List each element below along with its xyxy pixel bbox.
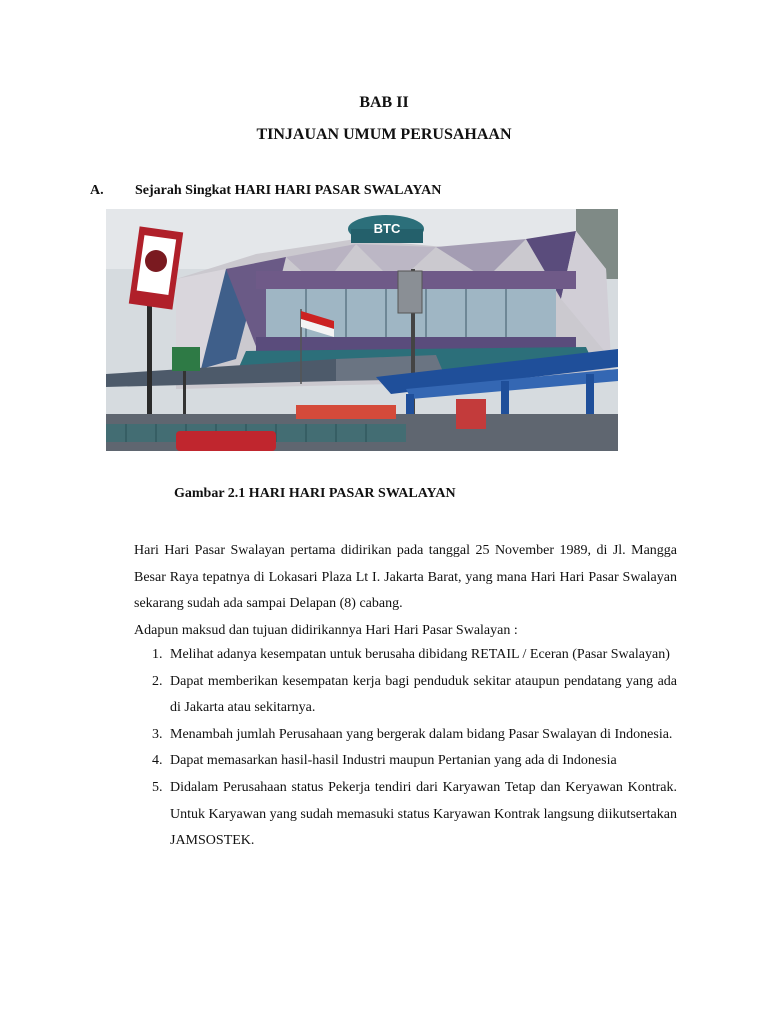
list-item [134, 748, 677, 775]
list-item-text: Melihat adanya kesempatan untuk berusaha dibidang RETAIL / Eceran (Pasar Swalayan) [170, 647, 670, 662]
list-item-text: Dapat memasarkan hasil-hasil Industri maupun Pertanian yang ada di Indonesia [170, 753, 617, 769]
figure-caption: Gambar 2.1 HARI HARI PASAR SWALAYAN [174, 486, 456, 501]
chapter-number: BAB II [359, 94, 409, 111]
building-sign: BTC [373, 221, 401, 236]
list-item [134, 722, 677, 749]
chapter-title: TINJAUAN UMUM PERUSAHAAN [256, 126, 512, 143]
purpose-list [134, 642, 677, 855]
paragraph-purpose-intro: Adapun maksud dan tujuan didirikannya Hari Hari Pasar Swalayan : [134, 623, 518, 638]
section-letter: A. [90, 183, 104, 198]
list-item-text: Didalam Perusahaan status Pekerja tendiri dari Karyawan Tetap dan Keryawan Kontrak. Untuk Karyawan yang sudah memasuki status Karyawan Kontrak langsung diikutsertakan JAMSOSTEK. [170, 779, 677, 849]
section-title: Sejarah Singkat HARI HARI PASAR SWALAYAN [135, 183, 442, 198]
list-item [134, 775, 677, 855]
list-item [134, 642, 677, 669]
list-item-text: Menambah jumlah Perusahaan yang bergerak dalam bidang Pasar Swalayan di Indonesia. [170, 726, 673, 742]
list-item-number: 2. [152, 673, 163, 689]
list-item-number: 1. [152, 647, 163, 662]
list-item-number: 3. [152, 726, 163, 742]
list-item-number: 5. [152, 779, 163, 795]
list-item-number: 4. [152, 753, 163, 769]
red-vehicle [176, 431, 276, 451]
paragraph-history: Hari Hari Pasar Swalayan pertama didirikan pada tanggal 25 November 1989, di Jl. Mangga Besar Raya tepatnya di Lokasari Plaza Lt I. Jakarta Barat, yang mana Hari Hari Pasar Swalayan sekarang sudah ada sampai Delapan (8) cabang. [134, 543, 677, 612]
section-heading [90, 183, 441, 199]
store-photo [106, 209, 618, 451]
list-item [134, 669, 677, 722]
list-item-text: Dapat memberikan kesempatan kerja bagi penduduk sekitar ataupun pendatang yang ada di Jakarta atau sekitarnya. [170, 673, 677, 716]
